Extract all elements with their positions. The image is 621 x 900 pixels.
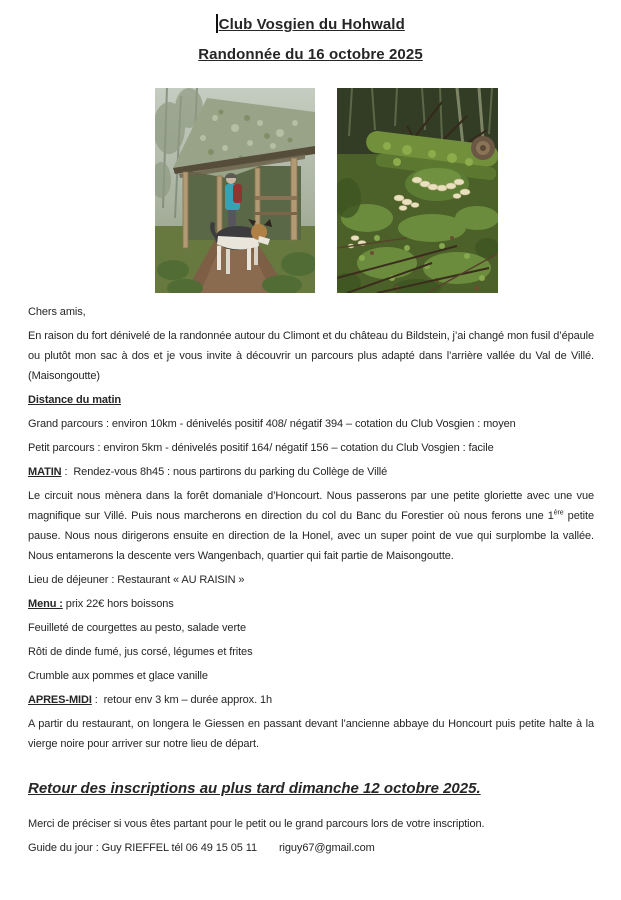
photo-mossy-logs-mushrooms[interactable]	[337, 88, 498, 293]
menu-label: Menu :	[28, 598, 63, 610]
guide-email: riguy67@gmail.com	[278, 842, 375, 854]
matin-text: : Rendez-vous 8h45 : nous partirons du parking du Collège de Villé	[61, 466, 388, 478]
precision-line: Merci de préciser si vous êtes partant pour le petit ou le grand parcours lors de votre inscription.	[28, 818, 485, 830]
circuit-superscript: ère	[553, 509, 564, 517]
grand-parcours-line: Grand parcours : environ 10km - dénivelés positif 408/ négatif 394 – cotation du Club Vosgien : moyen	[28, 418, 516, 430]
photo-row	[155, 88, 621, 293]
petit-parcours-line: Petit parcours : environ 5km - dénivelés positif 164/ négatif 156 – cotation du Club Vosgien : facile	[28, 442, 494, 454]
apresmidi-text: : retour env 3 km – durée approx. 1h	[91, 694, 273, 706]
apresmidi-label: APRES-MIDI	[28, 694, 92, 706]
intro-paragraph: En raison du fort dénivelé de la randonnée autour du Climont et du château du Bildstein, j’ai changé mon fusil d’épaule ou plutôt mon sac à dos et je vous invite à découvrir un parcours plus adapté dans l’arrière vallée du Val de Villé. (Maisongoutte)	[28, 330, 597, 382]
matin-line	[28, 462, 594, 482]
retour-paragraph: A partir du restaurant, on longera le Giessen en passant devant l’ancienne abbaye du Honcourt puis petite halte à la vierge noire pour arriver sur notre lieu de départ.	[28, 718, 597, 750]
guide-line	[28, 838, 594, 858]
title-line-2-text: Randonnée du 16 octobre 2025	[198, 46, 423, 63]
menu-price-text: prix 22€ hors boissons	[62, 598, 174, 610]
menu-item-1: Feuilleté de courgettes au pesto, salade verte	[28, 622, 246, 634]
shelter-photo-illustration	[155, 88, 315, 293]
title-line-1	[0, 14, 621, 34]
matin-label: MATIN	[28, 466, 62, 478]
guide-contact-text: Guide du jour : Guy RIEFFEL tél 06 49 15 05 11	[28, 842, 257, 854]
dejeuner-line: Lieu de déjeuner : Restaurant « AU RAISIN »	[28, 574, 245, 586]
photo-shelter-hiker-dog[interactable]	[155, 88, 315, 293]
circuit-paragraph	[28, 486, 597, 566]
menu-item-2: Rôti de dinde fumé, jus corsé, légumes et frites	[28, 646, 253, 658]
menu-line	[28, 594, 594, 614]
circuit-text-post: petite pause. Nous nous dirigerons ensuite en direction de la Honel, avec un super point de vue qui surplombe la vallée. Nous entamerons la descente vers Wangenbach, quartier qui fait partie de Maisongoutte.	[28, 510, 597, 562]
distance-heading	[28, 390, 594, 410]
greeting-line: Chers amis,	[28, 306, 86, 318]
circuit-text-pre: Le circuit nous mènera dans la forêt domaniale d’Honcourt. Nous passerons par une petite gloriette avec une vue magnifique sur Villé. Puis nous marcherons en direction du col du Banc du Forestier où nous ferons une 1	[28, 490, 597, 522]
title-line-2	[0, 46, 621, 64]
document-header	[0, 0, 621, 64]
text-cursor	[216, 14, 218, 33]
moss-photo-illustration	[337, 88, 498, 293]
title-line-1-text: Club Vosgien du Hohwald	[218, 16, 405, 33]
document-body	[0, 293, 621, 858]
apresmidi-line	[28, 690, 594, 710]
distance-heading-text: Distance du matin	[28, 394, 122, 406]
inscription-deadline: Retour des inscriptions au plus tard dimanche 12 octobre 2025.	[28, 780, 481, 797]
menu-item-3: Crumble aux pommes et glace vanille	[28, 670, 208, 682]
